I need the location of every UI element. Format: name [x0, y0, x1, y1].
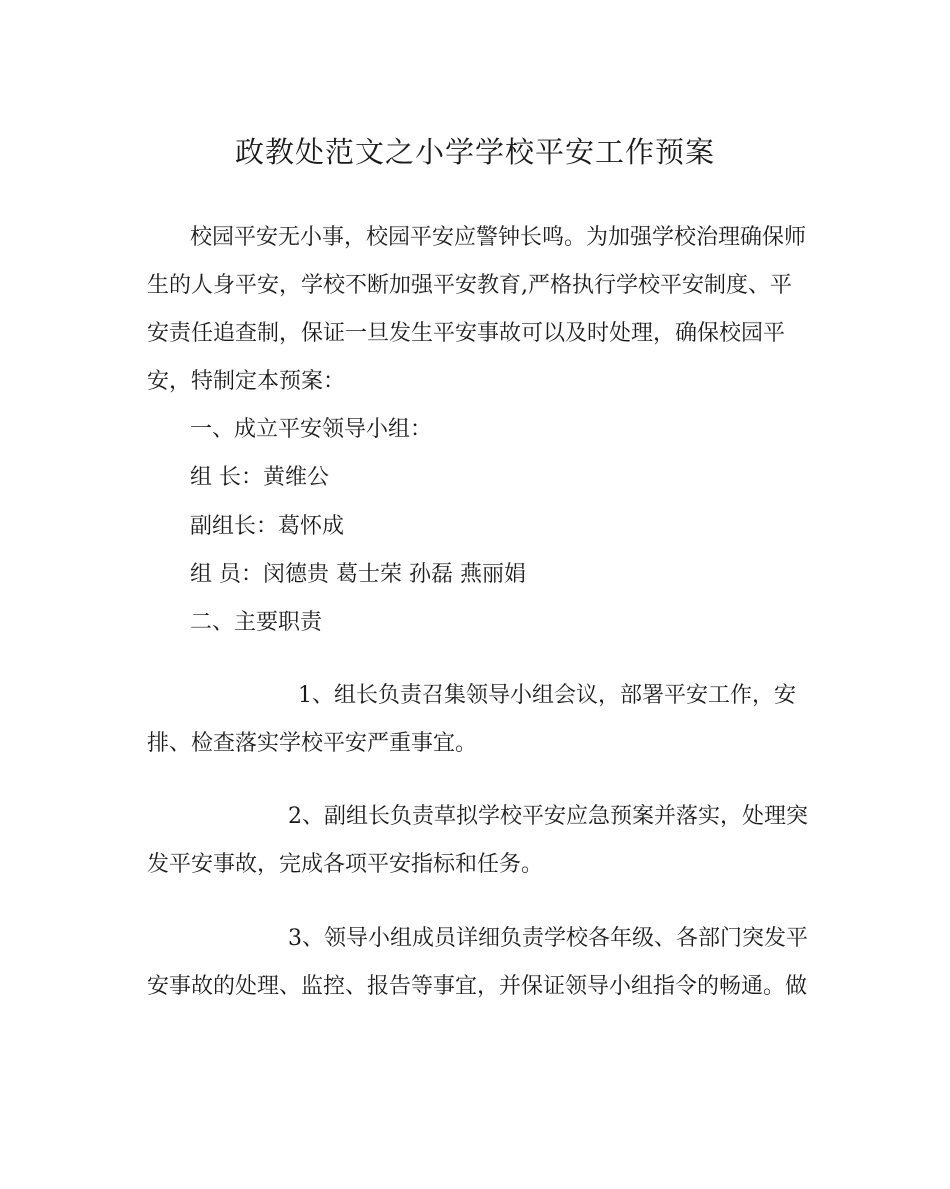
paragraph-line: 生的人身平安，学校不断加强平安教育,严格执行学校平安制度、平: [147, 273, 792, 298]
paragraph-line: 1、组长负责召集领导小组会议，部署平安工作，安: [298, 683, 796, 708]
members-line: 组 员：闵德贵 葛士荣 孙磊 燕丽娟: [190, 562, 526, 587]
document-title: 政教处范文之小学学校平安工作预案: [234, 135, 715, 169]
deputy-line: 副组长：葛怀成: [190, 514, 345, 539]
paragraph-line: 3、领导小组成员详细负责学校各年级、各部门突发平: [288, 926, 808, 951]
paragraph-line: 发平安事故，完成各项平安指标和任务。: [147, 852, 544, 877]
paragraph-line: 安责任追查制，保证一旦发生平安事故可以及时处理，确保校园平: [147, 321, 786, 346]
paragraph-line: 排、检查落实学校平安严重事宜。: [147, 731, 478, 756]
section-heading: 一、成立平安领导小组：: [190, 417, 433, 442]
leader-line: 组 长：黄维公: [190, 465, 329, 490]
paragraph-line: 校园平安无小事，校园平安应警钟长鸣。为加强学校治理确保师: [190, 225, 807, 250]
section-heading: 二、主要职责: [190, 610, 323, 635]
paragraph-line: 2、副组长负责草拟学校平安应急预案并落实，处理突: [288, 804, 808, 829]
paragraph-line: 安事故的处理、监控、报告等事宜，并保证领导小组指令的畅通。做: [147, 974, 808, 999]
paragraph-line: 安，特制定本预案：: [147, 369, 346, 394]
